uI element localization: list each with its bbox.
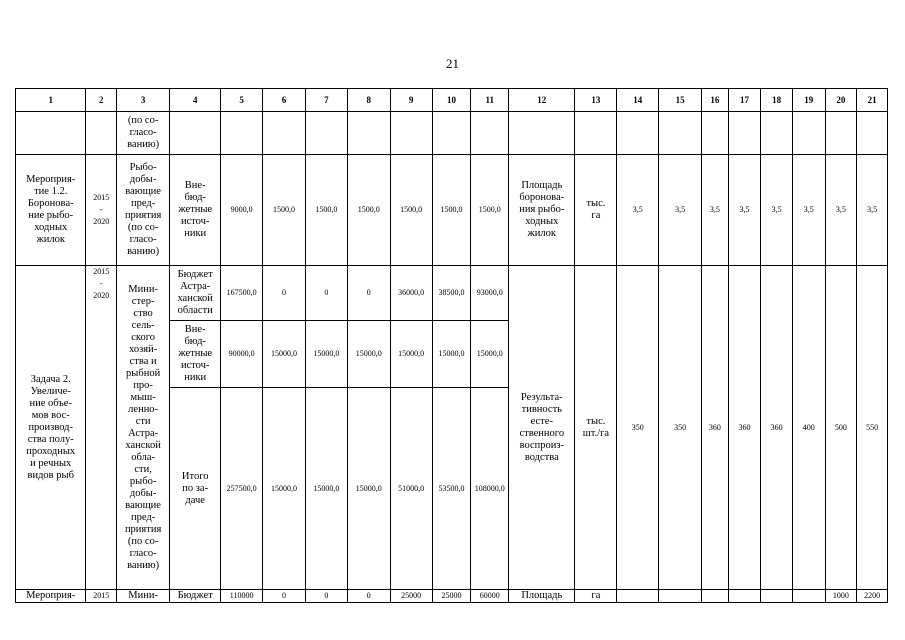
indicator-value: 1000 (825, 590, 857, 603)
indicator-value: 550 (857, 266, 888, 590)
task-name: Задача 2. Увеличе- ние объе- мов вос- производ- ства полу- проходных и речных видов рыб (16, 266, 86, 590)
value-cell: 15000,0 (347, 388, 390, 590)
indicator-name: Результа- тивность есте- ственного воспроиз- водства (509, 266, 575, 590)
indicator-value: 360 (761, 266, 793, 590)
header-cell: 1 (16, 89, 86, 112)
unit-cell: тыс. га (575, 155, 617, 266)
funding-source: Бюджет (170, 590, 221, 603)
activity-name: Мероприя- (16, 590, 86, 603)
indicator-value: 350 (617, 266, 659, 590)
header-cell: 3 (117, 89, 170, 112)
value-cell: 1500,0 (347, 155, 390, 266)
header-cell: 13 (575, 89, 617, 112)
indicator-name: Площадь (509, 590, 575, 603)
value-cell: 36000,0 (390, 266, 432, 321)
value-cell: 60000 (471, 590, 509, 603)
value-cell: 9000,0 (221, 155, 263, 266)
table-row (16, 590, 888, 603)
indicator-value: 400 (792, 266, 825, 590)
value-cell: 0 (263, 266, 306, 321)
value-cell: 1500,0 (263, 155, 306, 266)
indicator-value: 3,5 (857, 155, 888, 266)
funding-source: Бюджет Астра- ханской области (170, 266, 221, 321)
value-cell: 0 (263, 590, 306, 603)
header-cell: 5 (221, 89, 263, 112)
header-cell: 2 (86, 89, 117, 112)
value-cell: 38500,0 (432, 266, 471, 321)
indicator-value: 350 (659, 266, 702, 590)
value-cell: 1500,0 (390, 155, 432, 266)
indicator-value: 2200 (857, 590, 888, 603)
value-cell: 1500,0 (305, 155, 347, 266)
header-cell: 15 (659, 89, 702, 112)
header-cell: 16 (702, 89, 729, 112)
header-cell: 4 (170, 89, 221, 112)
header-cell: 8 (347, 89, 390, 112)
value-cell: 15000,0 (263, 388, 306, 590)
table-row (16, 112, 888, 155)
unit-cell: га (575, 590, 617, 603)
header-cell: 6 (263, 89, 306, 112)
program-table (15, 88, 888, 603)
header-cell: 21 (857, 89, 888, 112)
funding-source: Вне- бюд- жетные источ- ники (170, 155, 221, 266)
executor-cell: Рыбо- добы- вающие пред- приятия (по со- гласо- ванию) (117, 155, 170, 266)
header-cell: 9 (390, 89, 432, 112)
table-row (16, 155, 888, 266)
indicator-value: 360 (702, 266, 729, 590)
value-cell: 25000 (432, 590, 471, 603)
indicator-value: 500 (825, 266, 857, 590)
value-cell: 25000 (390, 590, 432, 603)
value-cell: 0 (305, 266, 347, 321)
value-cell: 15000,0 (432, 321, 471, 388)
indicator-value: 3,5 (761, 155, 793, 266)
header-cell: 17 (728, 89, 761, 112)
value-cell: 0 (347, 590, 390, 603)
value-cell: 93000,0 (471, 266, 509, 321)
header-cell: 18 (761, 89, 793, 112)
value-cell: 15000,0 (305, 388, 347, 590)
page-number: 21 (446, 56, 459, 71)
period-cell: 2015 - 2020 (86, 266, 117, 590)
value-cell: 1500,0 (432, 155, 471, 266)
value-cell: 167500,0 (221, 266, 263, 321)
value-cell: 108000,0 (471, 388, 509, 590)
value-cell: 90000,0 (221, 321, 263, 388)
indicator-value: 3,5 (659, 155, 702, 266)
indicator-name: Площадь боронова- ния рыбо- ходных жилок (509, 155, 575, 266)
value-cell: 15000,0 (263, 321, 306, 388)
executor-cell: Мини- стер- ство сель- ского хозяй- ства и рыбной про- мыш- ленно- сти Астра- ханской обла- сти, рыбо- добы- вающие пред- приятия (по со- гласо- ванию) (117, 266, 170, 590)
executor-cell: (по со- гласо- ванию) (117, 112, 170, 155)
indicator-value: 360 (728, 266, 761, 590)
period-cell: 2015 (86, 590, 117, 603)
executor-cell: Мини- (117, 590, 170, 603)
header-cell: 10 (432, 89, 471, 112)
indicator-value: 3,5 (825, 155, 857, 266)
header-cell: 7 (305, 89, 347, 112)
table-row (16, 266, 888, 321)
value-cell: 15000,0 (347, 321, 390, 388)
value-cell: 1500,0 (471, 155, 509, 266)
value-cell: 15000,0 (305, 321, 347, 388)
activity-name: Мероприя- тие 1.2. Бороновa- ние рыбо- ходных жилок (16, 155, 86, 266)
funding-source: Итого по за- даче (170, 388, 221, 590)
header-row (16, 89, 888, 112)
period-cell: 2015 - 2020 (86, 155, 117, 266)
value-cell: 15000,0 (390, 321, 432, 388)
value-cell: 257500,0 (221, 388, 263, 590)
funding-source: Вне- бюд- жетные источ- ники (170, 321, 221, 388)
indicator-value: 3,5 (792, 155, 825, 266)
header-cell: 12 (509, 89, 575, 112)
indicator-value: 3,5 (728, 155, 761, 266)
unit-cell: тыс. шт./га (575, 266, 617, 590)
value-cell: 15000,0 (471, 321, 509, 388)
value-cell: 51000,0 (390, 388, 432, 590)
value-cell: 0 (305, 590, 347, 603)
header-cell: 19 (792, 89, 825, 112)
header-cell: 11 (471, 89, 509, 112)
header-cell: 20 (825, 89, 857, 112)
header-cell: 14 (617, 89, 659, 112)
value-cell: 53500,0 (432, 388, 471, 590)
value-cell: 0 (347, 266, 390, 321)
value-cell: 110000 (221, 590, 263, 603)
indicator-value: 3,5 (617, 155, 659, 266)
indicator-value: 3,5 (702, 155, 729, 266)
